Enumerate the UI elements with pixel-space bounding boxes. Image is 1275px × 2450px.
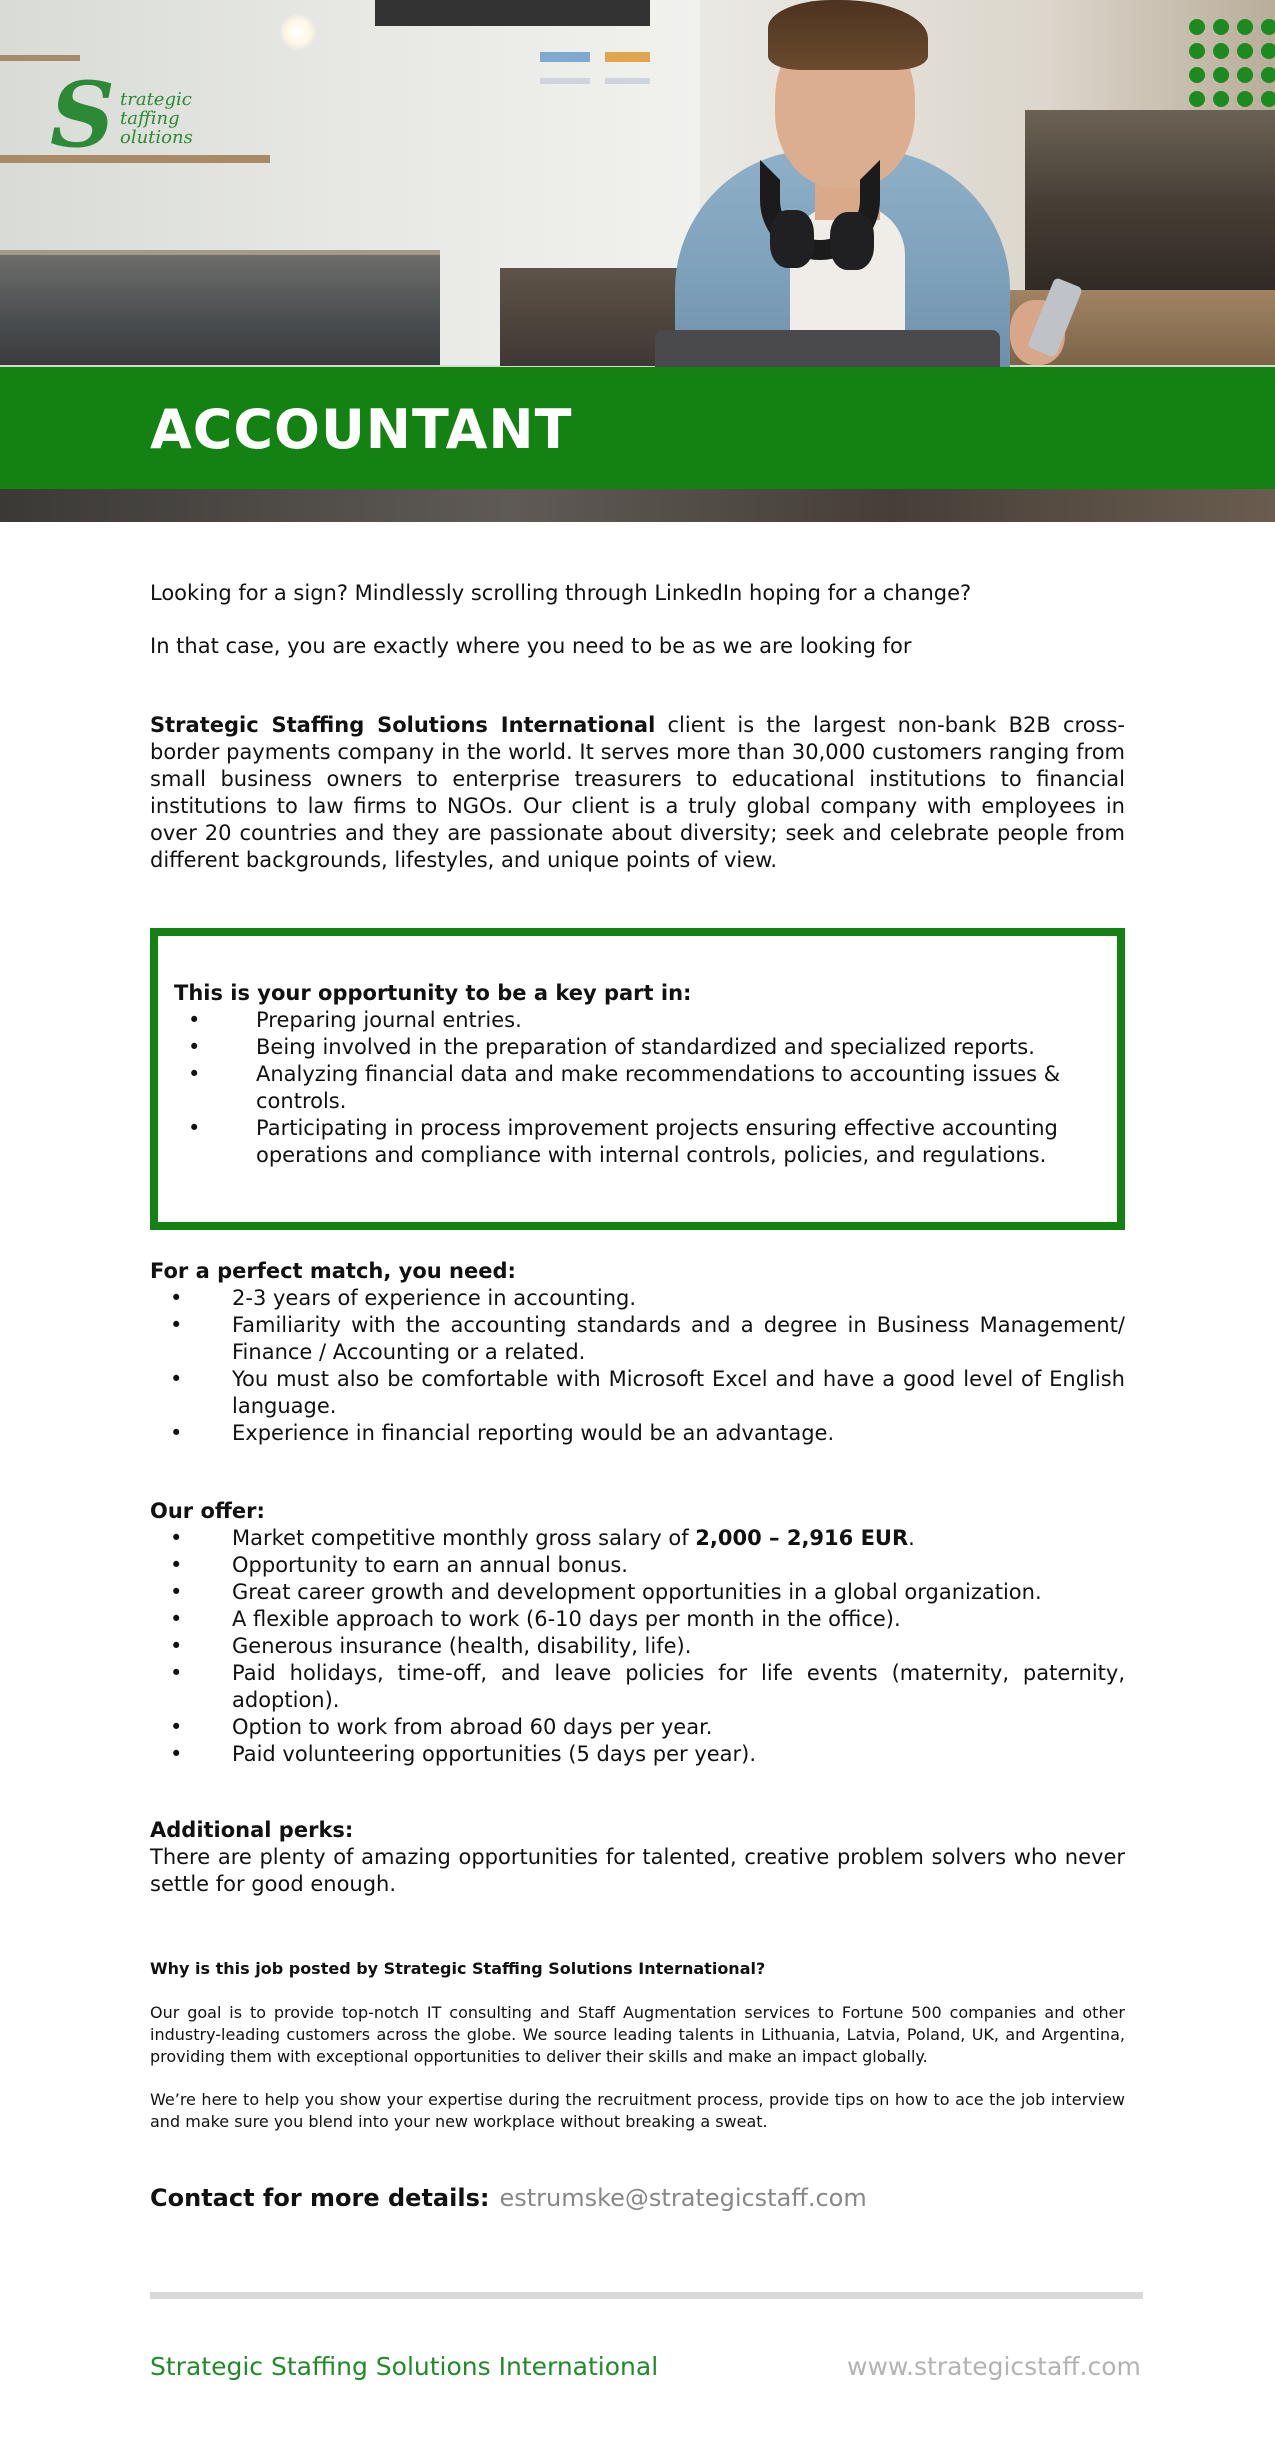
logo-word: taffing	[120, 108, 180, 129]
requirements-list	[150, 1285, 1125, 1447]
list-item: • Preparing journal entries.	[174, 1007, 1094, 1034]
offer-list	[150, 1525, 1125, 1768]
perks-heading: Additional perks:	[150, 1818, 354, 1842]
wall-sign	[605, 78, 650, 84]
list-item: • Paid volunteering opportunities (5 days per year).	[150, 1741, 1125, 1768]
intro-line-2: In that case, you are exactly where you need to be as we are looking for	[150, 634, 912, 658]
list-item-salary	[150, 1525, 1125, 1552]
intro-line-1: Looking for a sign? Mindlessly scrolling through LinkedIn hoping for a change?	[150, 581, 972, 605]
opportunity-box	[150, 928, 1125, 1230]
job-title: ACCOUNTANT	[150, 398, 573, 461]
list-item: • You must also be comfortable with Microsoft Excel and have a good level of English language.	[150, 1366, 1125, 1420]
logo-letter: S	[50, 62, 115, 168]
footer-company-name: Strategic Staffing Solutions International	[150, 2352, 659, 2381]
company-logo	[50, 62, 210, 180]
list-item: • A flexible approach to work (6-10 days per month in the office).	[150, 1606, 1125, 1633]
company-description	[150, 712, 1125, 874]
list-item: • 2-3 years of experience in accounting.	[150, 1285, 1125, 1312]
contact-label: Contact for more details:	[150, 2184, 490, 2212]
perks-text: There are plenty of amazing opportunities for talented, creative problem solvers who never settle for good enough.	[150, 1845, 1125, 1896]
offer-heading: Our offer:	[150, 1499, 265, 1523]
logo-word: trategic	[120, 89, 192, 110]
why-paragraph-2: We’re here to help you show your expertise during the recruitment process, provide tips on how to ace the job interview and make sure you blend into your new workplace without breaking a sweat.	[150, 2090, 1125, 2131]
wall-sign	[540, 52, 590, 62]
list-item: • Generous insurance (health, disability, life).	[150, 1633, 1125, 1660]
company-description-text: client is the largest non-bank B2B cross-border payments company in the world. It serves more than 30,000 customers ranging from small business owners to enterprise treasurers to educational institutions to financial institutions to law firms to NGOs. Our client is a truly global company with employees in over 20 countries and they are passionate about diversity; seek and celebrate people from different backgrounds, lifestyles, and unique points of view.	[150, 713, 1126, 872]
wall-sign	[540, 78, 590, 84]
list-item: • Analyzing financial data and make recommendations to accounting issues & controls.	[174, 1061, 1094, 1115]
cafe-counter	[0, 255, 440, 365]
company-name: Strategic Staffing Solutions International	[150, 713, 656, 737]
list-item: • Familiarity with the accounting standards and a degree in Business Management/ Finance / Accounting or a related.	[150, 1312, 1125, 1366]
opportunity-heading: This is your opportunity to be a key part in:	[174, 981, 692, 1005]
wall-shelf	[0, 55, 80, 61]
salary-value: 2,000 – 2,916 EUR	[695, 1526, 909, 1550]
list-item: • Opportunity to earn an annual bonus.	[150, 1552, 1125, 1579]
list-item: • Great career growth and development opportunities in a global organization.	[150, 1579, 1125, 1606]
list-item: • Paid holidays, time-off, and leave policies for life events (maternity, paternity, adoption).	[150, 1660, 1125, 1714]
menu-screen	[375, 0, 650, 26]
list-item: • Being involved in the preparation of standardized and specialized reports.	[174, 1034, 1094, 1061]
requirements-section	[150, 1258, 1125, 1447]
title-band	[0, 367, 1275, 489]
list-item: • Option to work from abroad 60 days per year.	[150, 1714, 1125, 1741]
ceiling-lamp	[280, 14, 316, 50]
footer-divider	[150, 2292, 1143, 2299]
opportunity-content	[174, 980, 1094, 1169]
opportunity-list	[174, 1007, 1094, 1169]
perks-section	[150, 1817, 1125, 1898]
salary-prefix: Market competitive monthly gross salary of	[232, 1526, 696, 1550]
decorative-dot-grid	[1186, 19, 1275, 109]
footer-website-link[interactable]: www.strategicstaff.com	[847, 2352, 1141, 2381]
requirements-heading: For a perfect match, you need:	[150, 1259, 516, 1283]
list-item: • Experience in financial reporting would be an advantage.	[150, 1420, 1125, 1447]
espresso-machine	[1025, 110, 1275, 300]
list-item: • Participating in process improvement projects ensuring effective accounting operations and compliance with internal controls, policies, and regulations.	[174, 1115, 1094, 1169]
why-heading: Why is this job posted by Strategic Staffing Solutions International?	[150, 1959, 766, 1978]
logo-wordmark	[120, 90, 193, 147]
wall-sign	[605, 52, 650, 62]
offer-section	[150, 1498, 1125, 1768]
logo-word: olutions	[120, 127, 193, 148]
salary-suffix: .	[908, 1526, 915, 1550]
contact-line	[150, 2182, 867, 2214]
why-paragraph-1: Our goal is to provide top-notch IT consulting and Staff Augmentation services to Fortune 500 companies and other industry-leading customers across the globe. We source leading talents in Lithuania, Latvia, Poland, UK, and Argentina, providing them with exceptional opportunities to deliver their skills and make an impact globally.	[150, 2003, 1125, 2066]
contact-email-link[interactable]: estrumske@strategicstaff.com	[499, 2184, 867, 2212]
